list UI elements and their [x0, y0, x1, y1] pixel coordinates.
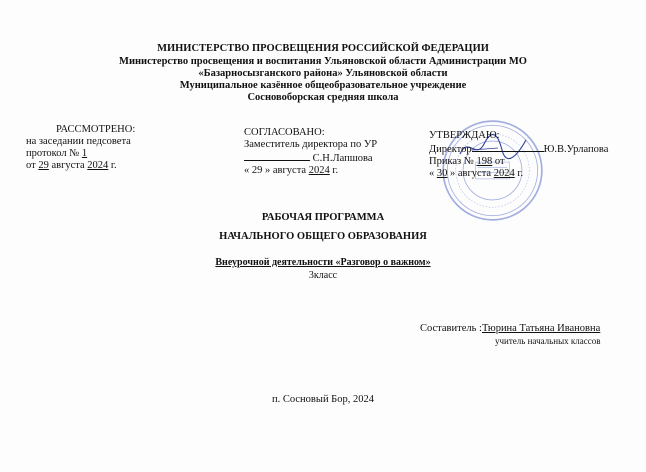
author-line: Составитель :Тюрина Татьяна Ивановна [420, 323, 601, 334]
institution-type: Муниципальное казённое общеобразовательное учреждение [179, 80, 467, 91]
agreed-label: СОГЛАСОВАНО: [244, 127, 325, 138]
ministry-title: МИНИСТЕРСТВО ПРОСВЕЩЕНИЯ РОССИЙСКОЙ ФЕДЕРАЦИИ [157, 43, 489, 54]
approved-order: Приказ № 198 от [429, 156, 505, 167]
agreed-signature-line: С.Н.Лапшова [244, 151, 377, 165]
considered-label: РАССМОТРЕНО: [56, 124, 136, 135]
considered-line1: на заседании педсовета [26, 136, 131, 147]
agreed-date: « 29 » августа 2024 г. [244, 165, 339, 176]
program-level: НАЧАЛЬНОГО ОБЩЕГО ОБРАЗОВАНИЯ [219, 231, 427, 242]
program-grade: 3класс [308, 270, 338, 281]
considered-body [26, 136, 131, 172]
program-subject: Внеурочной деятельности «Разговор о важном» [215, 257, 431, 268]
approved-block [429, 130, 608, 180]
agreed-block [244, 127, 377, 177]
agreed-line1: Заместитель директора по УР [244, 139, 378, 150]
program-title: РАБОЧАЯ ПРОГРАММА [261, 212, 385, 223]
considered-protocol: протокол № 1 [26, 148, 88, 159]
approved-director: Директор Ю.В.Урлапова [429, 144, 609, 155]
school-name: Сосновоборская средняя школа [247, 92, 399, 103]
regional-ministry: Министерство просвещения и воспитания Ульяновской области Администрации МО [119, 56, 527, 67]
approved-date: « 30 » августа 2024 г. [429, 168, 524, 179]
place-year: п. Сосновый Бор, 2024 [272, 394, 374, 405]
considered-date: от 29 августа 2024 г. [26, 160, 117, 171]
author-position: учитель начальных классов [495, 336, 601, 346]
district: «Базарносызганского района» Ульяновской области [198, 68, 448, 79]
approved-label: УТВЕРЖДАЮ: [429, 130, 500, 141]
